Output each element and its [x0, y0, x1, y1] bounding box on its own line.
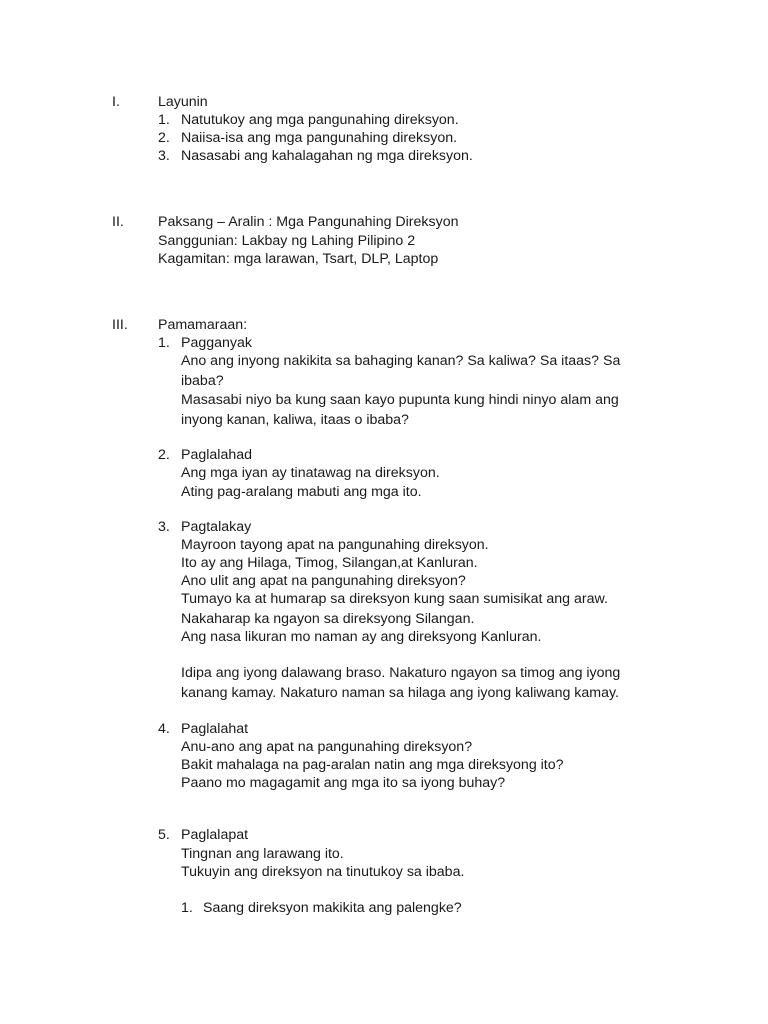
- list-item: Nasasabi ang kahalagahan ng mga direksyon.: [181, 148, 473, 164]
- step-text: Ano ulit ang apat na pangunahing direksyon?: [181, 573, 466, 589]
- sub-item-number: 1.: [181, 900, 193, 916]
- list-item: Naiisa-isa ang mga pangunahing direksyon.: [181, 130, 458, 146]
- step-text: Paano mo magagamit ang mga ito sa iyong buhay?: [181, 775, 506, 791]
- step-text: Masasabi niyo ba kung saan kayo pupunta kung hindi ninyo alam ang: [181, 392, 619, 408]
- step-title-paglalahat: Paglalahat: [181, 721, 249, 737]
- step-text: Nakaharap ka ngayon sa direksyong Silangan.: [181, 611, 475, 627]
- sub-item-question: Saang direksyon makikita ang palengke?: [203, 900, 462, 916]
- step-title-paglalahad: Paglalahad: [181, 447, 252, 463]
- step-number: 2.: [158, 447, 170, 463]
- step-text: Tumayo ka at humarap sa direksyon kung saan sumisikat ang araw.: [181, 591, 608, 607]
- step-title-paglalapat: Paglalapat: [181, 827, 249, 843]
- list-item: Natutukoy ang mga pangunahing direksyon.: [181, 112, 459, 128]
- step-text: ibaba?: [181, 373, 224, 389]
- step-text: Tukuyin ang direksyon na tinutukoy sa ibaba.: [181, 864, 465, 880]
- step-text: Bakit mahalaga na pag-aralan natin ang mga direksyong ito?: [181, 757, 564, 773]
- step-number: 1.: [158, 335, 170, 351]
- step-text: Mayroon tayong apat na pangunahing direksyon.: [181, 537, 489, 553]
- step-text: Anu-ano ang apat na pangunahing direksyon?: [181, 739, 473, 755]
- section-heading-pamamaraan: Pamamaraan:: [158, 317, 248, 333]
- sanggunian-line: Sanggunian: Lakbay ng Lahing Pilipino 2: [158, 233, 416, 249]
- step-text: Ito ay ang Hilaga, Timog, Silangan,at Kanluran.: [181, 555, 478, 571]
- step-title-pagtalakay: Pagtalakay: [181, 519, 252, 535]
- step-text: Ating pag-aralang mabuti ang mga ito.: [181, 484, 422, 500]
- list-number: 2.: [158, 130, 170, 146]
- list-number: 1.: [158, 112, 170, 128]
- step-text: Ano ang inyong nakikita sa bahaging kanan? Sa kaliwa? Sa itaas? Sa: [181, 353, 621, 369]
- section-numeral-iii: III.: [112, 317, 128, 333]
- step-number: 4.: [158, 721, 170, 737]
- step-text: Idipa ang iyong dalawang braso. Nakaturo ngayon sa timog ang iyong: [181, 665, 621, 681]
- step-text: Tingnan ang larawang ito.: [181, 846, 344, 862]
- step-text: Ang mga iyan ay tinatawag na direksyon.: [181, 465, 440, 481]
- step-text: Ang nasa likuran mo naman ay ang direksyong Kanluran.: [181, 629, 542, 645]
- step-text: inyong kanan, kaliwa, itaas o ibaba?: [181, 412, 409, 428]
- paksang-aralin-line: Paksang – Aralin : Mga Pangunahing Direksyon: [158, 214, 459, 230]
- step-number: 5.: [158, 827, 170, 843]
- section-heading-layunin: Layunin: [158, 94, 208, 110]
- step-title-pagganyak: Pagganyak: [181, 335, 252, 351]
- list-number: 3.: [158, 148, 170, 164]
- step-text: kanang kamay. Nakaturo naman sa hilaga ang iyong kaliwang kamay.: [181, 685, 619, 701]
- kagamitan-line: Kagamitan: mga larawan, Tsart, DLP, Laptop: [158, 251, 439, 267]
- section-numeral-ii: II.: [112, 214, 124, 230]
- section-numeral-i: I.: [112, 94, 120, 110]
- step-number: 3.: [158, 519, 170, 535]
